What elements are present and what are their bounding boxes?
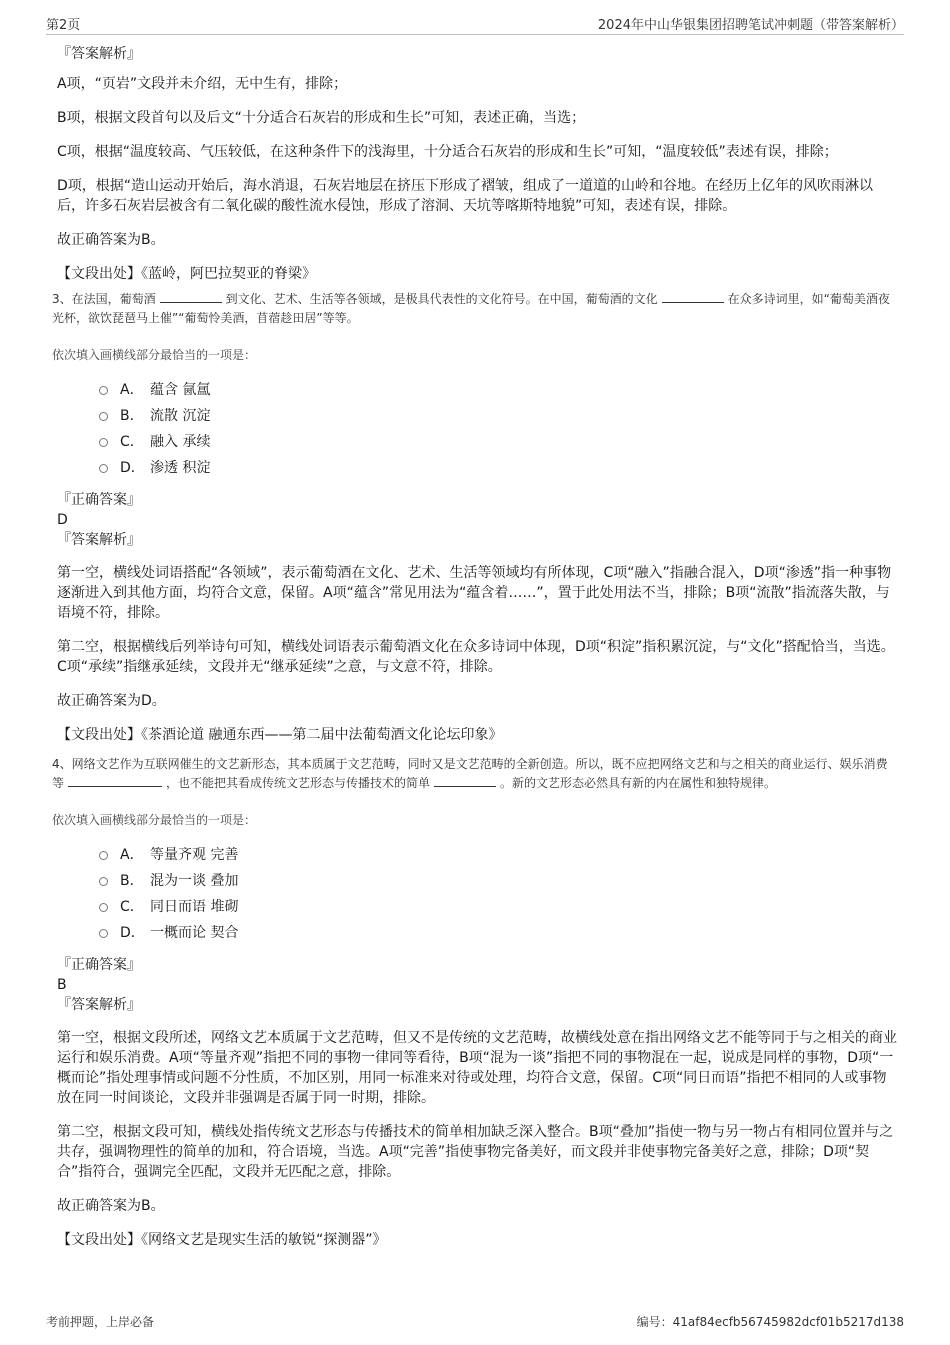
radio-icon[interactable]: [99, 877, 108, 886]
q4-analysis-label: 『答案解析』: [57, 997, 141, 1013]
q2-source: 【文段出处】《蓝岭，阿巴拉契亚的脊梁》: [57, 266, 316, 282]
q4-correct-answer: B: [57, 977, 67, 993]
q4-prompt: 依次填入画横线部分最恰当的一项是：: [52, 813, 257, 827]
q3-analysis-para: 第一空，横线处词语搭配“各领域”，表示葡萄酒在文化、艺术、生活等领域均有所体现，C项“融入”指融合混入，D项“渗透”指一种事物逐渐进入到其他方面，均符合文意，保留。A项“蕴含”常见用法为“蕴含着……”，置于此处用法不当，排除；B项“流散”指流落失散，与语境不符，排除。: [57, 565, 892, 621]
q3-answer-statement: 故正确答案为D。: [57, 693, 166, 709]
document-code: 编号：41af84ecfb56745982dcf01b5217d138: [636, 1315, 904, 1329]
q4-option-a[interactable]: A． 等量齐观 完善: [99, 842, 897, 868]
blank-line: [434, 774, 496, 787]
q3-prompt: 依次填入画横线部分最恰当的一项是：: [52, 348, 257, 362]
page-number: 第2页: [46, 18, 81, 33]
page-header: [46, 12, 904, 35]
q4-options: [99, 842, 897, 946]
q3-option-a[interactable]: A． 蕴含 氤氲: [99, 377, 897, 403]
q2-answer-statement: 故正确答案为B。: [57, 232, 165, 248]
q4-option-d[interactable]: D． 一概而论 契合: [99, 920, 897, 946]
q2-analysis-para: C项，根据“温度较高、气压较低，在这种条件下的浅海里，十分适合石灰岩的形成和生长”可知，“温度较低”表述有误，排除；: [57, 144, 838, 160]
footer-slogan: 考前押题，上岸必备: [46, 1315, 155, 1329]
q4-option-c[interactable]: C． 同日而语 堆砌: [99, 894, 897, 920]
q3-analysis-para: 第二空，根据横线后列举诗句可知，横线处词语表示葡萄酒文化在众多诗词中体现，D项“积淀”指积累沉淀，与“文化”搭配恰当，当选。C项“承续”指继承延续，文段并无“继承延续”之意，与文意不符，排除。: [57, 639, 895, 675]
radio-icon[interactable]: [99, 464, 108, 473]
q3-analysis-label: 『答案解析』: [57, 532, 141, 548]
q4-stem: 4、网络文艺作为互联网催生的文艺新形态，其本质属于文艺范畴，同时又是文艺范畴的全新创造。所以，既不应把网络文艺和与之相关的商业运行、娱乐消费等 ，也不能把其看成传统文艺形态与传播技术的简单 。新的文艺形态必然具有新的内在属性和独特规律。: [52, 757, 888, 790]
radio-icon[interactable]: [99, 412, 108, 421]
q4-answer-statement: 故正确答案为B。: [57, 1198, 165, 1214]
document-title: 2024年中山华银集团招聘笔试冲刺题（带答案解析）: [597, 18, 904, 33]
radio-icon[interactable]: [99, 438, 108, 447]
q4-analysis-para: 第一空，根据文段所述，网络文艺本质属于文艺范畴，但又不是传统的文艺范畴，故横线处意在指出网络文艺不能等同于与之相关的商业运行和娱乐消费。A项“等量齐观”指把不同的事物一律同等看待，B项“混为一谈”指把不同的事物混在一起，说成是同样的事物，D项“一概而论”指处理事情或问题不分性质，不加区别，用同一标准来对待或处理，均符合文意，保留。C项“同日而语”指把不相同的人或事物放在同一时间谈论，文段并非强调是否属于同一时期，排除。: [57, 1030, 897, 1106]
radio-icon[interactable]: [99, 929, 108, 938]
q2-analysis-para: B项，根据文段首句以及后文“十分适合石灰岩的形成和生长”可知，表述正确，当选；: [57, 110, 586, 126]
blank-line: [160, 290, 222, 303]
radio-icon[interactable]: [99, 851, 108, 860]
q4-correct-label: 『正确答案』: [57, 957, 141, 973]
q3-source: 【文段出处】《茶酒论道 融通东西——第二届中法葡萄酒文化论坛印象》: [57, 727, 503, 743]
radio-icon[interactable]: [99, 386, 108, 395]
q3-stem: 3、在法国，葡萄酒 到文化、艺术、生活等各领域，是极具代表性的文化符号。在中国，葡萄酒的文化 在众多诗词里，如“葡萄美酒夜光杯，欲饮琵琶马上催”“葡萄怜美酒，苜蓿趁田居”等等。: [52, 292, 890, 325]
q3-option-c[interactable]: C． 融入 承续: [99, 429, 897, 455]
q2-analysis-label: 『答案解析』: [57, 46, 141, 62]
q2-analysis-para: A项，“页岩”文段并未介绍，无中生有，排除；: [57, 76, 348, 92]
q3-correct-label: 『正确答案』: [57, 492, 141, 508]
main-content: [52, 45, 897, 1256]
q4-analysis-para: 第二空，根据文段可知，横线处指传统文艺形态与传播技术的简单相加缺乏深入整合。B项“叠加”指使一物与另一物占有相同位置并与之共存，强调物理性的简单的加和，符合语境，当选。A项“完善”指使事物完备美好，而文段并非使事物完备美好之意，排除；D项“契合”指符合，强调完全匹配，文段并无匹配之意，排除。: [57, 1124, 894, 1180]
q3-option-d[interactable]: D． 渗透 积淀: [99, 455, 897, 481]
q4-option-b[interactable]: B． 混为一谈 叠加: [99, 868, 897, 894]
radio-icon[interactable]: [99, 903, 108, 912]
blank-line: [68, 774, 162, 787]
q2-analysis-para: D项，根据“造山运动开始后，海水消退，石灰岩地层在挤压下形成了褶皱，组成了一道道的山岭和谷地。在经历上亿年的风吹雨淋以后，许多石灰岩层被含有二氧化碳的酸性流水侵蚀，形成了溶洞、天坑等喀斯特地貌”可知，表述有误，排除。: [57, 178, 874, 214]
q3-correct-answer: D: [57, 512, 68, 528]
q3-options: [99, 377, 897, 481]
q3-option-b[interactable]: B． 流散 沉淀: [99, 403, 897, 429]
q4-source: 【文段出处】《网络文艺是现实生活的敏锐“探测器”》: [57, 1232, 387, 1248]
blank-line: [662, 290, 724, 303]
